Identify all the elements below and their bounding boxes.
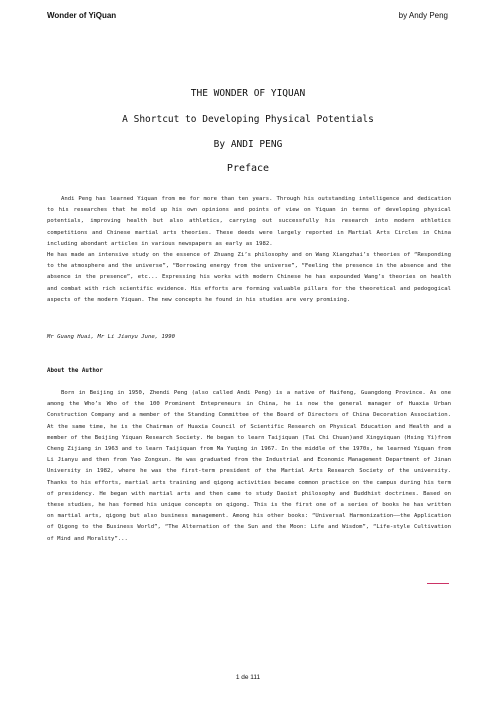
book-author: By ANDI PENG	[213, 139, 283, 150]
preface-heading: Preface	[226, 163, 270, 174]
preface-body	[47, 194, 451, 306]
preface-paragraph: He has made an intensive study on the essence of Zhuang Zi’s philosophy and on Wang Xiangzhai’s theories of “Responding to the atmosphere and the universe”, “Borrowing energy from the universe”, “Feeling the presence in the absence and the absence in the presence”, etc... Expressing his works with modern Chinese he has expounded Wang’s theories on health and combat with rich scientific evidence. His efforts are forming valuable pillars for the theoretical and pedogogical aspects of the modern Yiquan. The new concepts he found in his studies are very promising.	[47, 252, 451, 303]
about-author-paragraph: Born in Beijing in 1950, Zhendi Peng (also called Andi Peng) is a native of Haifeng, Guangdong Province. As one among the Who’s Who of the 100 Prominent Entepreneurs in China, he is now the general manager of Huaxia Urban Construction Company and a member of the Standing Committee of the Board of Directors of China Decoration Association. At the same time, he is the Chairman of Huaxia Council of Scientific Research on Physical Education and Health and a member of the Beijing Yiquan Research Society. He began to learn Taijiquan (Tai Chi Chuan)and Xingyiquan (Hsing Yi)from Cheng Zijiang in 1963 and to learn Taijiquan from Ma Yuqing in 1967. In the middle of the 1970s, he learned Yiquan from Li Jianyu and then from Yao Zongxun. He was graduated from the Industrial and Economic Management Department of Jinan University in 1982, where he was the first-term president of the Martial Arts Research Society of the university. Thanks to his efforts, martial arts training and qigong activities became common practice on the campus during his term of presidency. He began with martial arts and then came to study Daoist philosophy and Buddhist doctrines. Based on these studies, he has formed his unique concepts on qigong. This is the first one of a series of books he has written on martial arts, qigong but also business management. Among his other books: “Universal Harmonization——the Application of Qigong to the Business World”, “The Alternation of the Sun and the Moon: Life and Wisdom”, “Life-style Cultivation of Mind and Morality”...	[47, 390, 451, 542]
preface-signature: Mr Guang Huai, Mr Li Jianyu June, 1990	[47, 334, 175, 340]
header-author: by Andy Peng	[398, 11, 448, 20]
about-author-body	[47, 388, 451, 545]
spellcheck-underline	[427, 583, 449, 584]
book-subtitle: A Shortcut to Developing Physical Potentials	[122, 114, 374, 125]
book-title: THE WONDER OF YIQUAN	[190, 88, 306, 99]
preface-paragraph: Andi Peng has learned Yiquan from me for more than ten years. Through his outstanding intelligence and dedication to his researches that he mold up his own opinions and points of view on Yiquan in terms of developing physical potentials, improving health but also athletics, carrying out successfully his research into modern athletics competitions and Chinese martial arts theories. These deeds were largely reported in Martial Arts Circles in China including abondant articles in various newspapers as early as 1982.	[47, 196, 451, 247]
header-title: Wonder of YiQuan	[47, 11, 117, 20]
about-author-heading: About the Author	[47, 368, 103, 374]
page-number: 1 de 111	[235, 674, 261, 681]
